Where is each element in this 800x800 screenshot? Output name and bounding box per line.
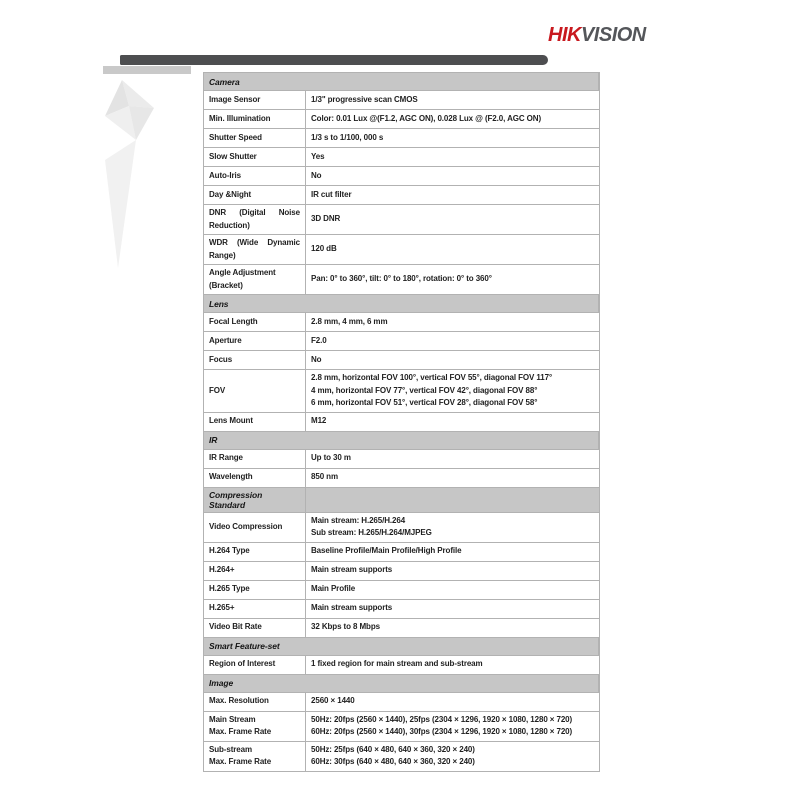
text-line: 32 Kbps to 8 Mbps (311, 622, 380, 632)
text-line: Sub-stream (209, 744, 253, 754)
spec-label (209, 695, 300, 708)
table-row (204, 265, 599, 295)
spec-label (209, 237, 300, 262)
spec-value (311, 273, 594, 286)
spec-value (311, 113, 594, 126)
spec-value (311, 415, 594, 428)
spec-label-cell (204, 712, 306, 741)
spec-value-cell (306, 742, 599, 771)
spec-label-cell (204, 110, 306, 128)
spec-value-cell (306, 450, 599, 468)
text-line: Main stream supports (311, 565, 393, 575)
header-rule-bar-sub (103, 66, 191, 74)
table-row (204, 562, 599, 581)
spec-label (209, 316, 300, 329)
text-line: 50Hz: 25fps (640 × 480, 640 × 360, 320 × 240) (311, 744, 475, 754)
spec-label-cell (204, 693, 306, 711)
spec-value (311, 151, 594, 164)
text-line: H.264+ (209, 565, 235, 575)
spec-value (311, 335, 594, 348)
section-header-cell (204, 488, 306, 512)
table-row (204, 235, 599, 265)
spec-label (209, 452, 300, 465)
text-line: Pan: 0° to 360°, tilt: 0° to 180°, rotation: 0° to 360° (311, 274, 492, 284)
table-row (204, 742, 599, 771)
spec-value-cell (306, 370, 599, 412)
table-row (204, 110, 599, 129)
text-line: 50Hz: 20fps (2560 × 1440), 25fps (2304 × 1296, 1920 × 1080, 1280 × 720) (311, 714, 573, 724)
text-line: FOV (209, 385, 226, 395)
text-line: No (311, 170, 322, 180)
table-row (204, 712, 599, 742)
text-line: Aperture (209, 335, 242, 345)
spec-value (311, 372, 594, 410)
spec-label (209, 267, 300, 292)
text-line: Up to 30 m (311, 453, 351, 463)
table-row (204, 450, 599, 469)
spec-label (209, 602, 300, 615)
section-title: IR (209, 435, 218, 445)
section-title: Lens (209, 298, 229, 309)
spec-label (209, 207, 300, 232)
spec-value (311, 658, 594, 671)
text-line: Baseline Profile/Main Profile/High Profile (311, 546, 462, 556)
text-line: 120 dB (311, 244, 337, 254)
text-line: 60Hz: 20fps (2560 × 1440), 30fps (2304 × 1296, 1920 × 1080, 1280 × 720) (311, 727, 573, 736)
section-header-cell (204, 295, 599, 312)
text-line: M12 (311, 416, 327, 426)
spec-value-cell (306, 265, 599, 294)
table-row (204, 91, 599, 110)
text-line: Main Profile (311, 584, 356, 594)
header-rule-bar (120, 55, 548, 65)
text-line: Max. Frame Rate (209, 757, 272, 766)
spec-value-cell (306, 91, 599, 109)
table-row (204, 205, 599, 235)
spec-label-cell (204, 186, 306, 204)
text-line: Shutter Speed (209, 132, 262, 142)
spec-value (311, 515, 594, 540)
spec-label-cell (204, 332, 306, 350)
text-line: Day &Night (209, 189, 252, 199)
spec-value (311, 564, 594, 577)
spec-value (311, 744, 594, 769)
text-line: Max. Resolution (209, 696, 269, 706)
section-title: Camera (209, 76, 240, 87)
spec-label-cell (204, 313, 306, 331)
text-line: Focus (209, 354, 233, 364)
spec-label-cell (204, 413, 306, 431)
spec-value-cell (306, 600, 599, 618)
spec-label (209, 545, 300, 558)
table-row (204, 186, 599, 205)
table-row (204, 167, 599, 186)
table-row (204, 543, 599, 562)
spec-value-cell (306, 332, 599, 350)
spec-value (311, 132, 594, 145)
section-title: Smart Feature-set (209, 641, 280, 651)
section-header-cell (204, 675, 599, 692)
section-header-empty-cell (306, 488, 599, 512)
text-line: Lens Mount (209, 416, 253, 426)
text-line: 3D DNR (311, 214, 341, 224)
text-line: H.265+ (209, 603, 235, 613)
spec-label (209, 471, 300, 484)
spec-value-cell (306, 235, 599, 264)
section-header-cell (204, 432, 599, 449)
table-row (204, 469, 599, 488)
spec-label (209, 521, 300, 534)
table-row (204, 332, 599, 351)
text-line: Slow Shutter (209, 151, 257, 161)
table-row (204, 619, 599, 638)
table-row (204, 581, 599, 600)
spec-label (209, 714, 300, 739)
text-line: 4 mm, horizontal FOV 77°, vertical FOV 42°, diagonal FOV 88° (311, 385, 538, 395)
spec-value (311, 243, 594, 256)
watermark-shape (96, 76, 168, 276)
spec-value (311, 452, 594, 465)
text-line: 1/3" progressive scan CMOS (311, 94, 418, 104)
spec-value-cell (306, 619, 599, 637)
spec-value (311, 714, 594, 739)
spec-label (209, 189, 300, 202)
spec-value-cell (306, 562, 599, 580)
spec-label-cell (204, 656, 306, 674)
section-header-row (204, 488, 599, 513)
table-row (204, 600, 599, 619)
spec-value-cell (306, 656, 599, 674)
text-line: Angle Adjustment (Bracket) (209, 268, 276, 290)
text-line: Main Stream (209, 714, 256, 724)
spec-value-cell (306, 110, 599, 128)
spec-label (209, 415, 300, 428)
text-line: DNR (Digital Noise Reduction) (209, 208, 300, 230)
spec-value-cell (306, 469, 599, 487)
spec-value-cell (306, 351, 599, 369)
table-row (204, 413, 599, 432)
spec-value (311, 695, 594, 708)
spec-label (209, 151, 300, 164)
spec-label-cell (204, 351, 306, 369)
section-header-row (204, 638, 599, 656)
text-line: Video Bit Rate (209, 622, 262, 632)
text-line: Focal Length (209, 316, 258, 326)
spec-value-cell (306, 413, 599, 431)
spec-value-cell (306, 205, 599, 234)
spec-value (311, 545, 594, 558)
logo-vision-text: VISION (580, 24, 646, 46)
spec-value (311, 213, 594, 226)
text-line: Max. Frame Rate (209, 727, 272, 736)
text-line: 1 fixed region for main stream and sub-stream (311, 659, 483, 669)
spec-label-cell (204, 513, 306, 542)
hikvision-logo (548, 24, 646, 47)
spec-label (209, 113, 300, 126)
spec-table (203, 72, 600, 772)
spec-label (209, 564, 300, 577)
text-line: WDR (Wide Dynamic Range) (209, 238, 300, 260)
text-line: IR cut filter (311, 189, 352, 199)
table-row (204, 513, 599, 543)
spec-value (311, 602, 594, 615)
spec-label (209, 132, 300, 145)
text-line: Wavelength (209, 472, 253, 482)
spec-label (209, 335, 300, 348)
spec-label-cell (204, 129, 306, 147)
text-line: No (311, 354, 322, 364)
table-row (204, 370, 599, 413)
logo-hik-text: HIK (548, 24, 581, 46)
text-line: Color: 0.01 Lux @(F1.2, AGC ON), 0.028 Lux @ (F2.0, AGC ON) (311, 113, 542, 123)
table-row (204, 313, 599, 332)
section-title: Compression Standard (209, 489, 263, 510)
table-row (204, 129, 599, 148)
spec-label-cell (204, 581, 306, 599)
spec-value (311, 94, 594, 107)
spec-label-cell (204, 450, 306, 468)
text-line: 60Hz: 30fps (640 × 480, 640 × 360, 320 × 240) (311, 757, 475, 766)
spec-label-cell (204, 205, 306, 234)
spec-label (209, 658, 300, 671)
spec-label-cell (204, 91, 306, 109)
spec-value-cell (306, 186, 599, 204)
spec-value-cell (306, 712, 599, 741)
spec-value-cell (306, 148, 599, 166)
text-line: Main stream supports (311, 603, 393, 613)
text-line: H.265 Type (209, 584, 250, 594)
section-title: Image (209, 678, 234, 688)
section-header-row (204, 73, 599, 91)
spec-value-cell (306, 581, 599, 599)
spec-label-cell (204, 543, 306, 561)
spec-value (311, 316, 594, 329)
spec-value-cell (306, 129, 599, 147)
text-line: 2.8 mm, horizontal FOV 100°, vertical FOV 55°, diagonal FOV 117° (311, 373, 553, 382)
section-header-cell (204, 73, 599, 90)
spec-label-cell (204, 600, 306, 618)
text-line: 2.8 mm, 4 mm, 6 mm (311, 316, 388, 326)
spec-label-cell (204, 265, 306, 294)
table-row (204, 693, 599, 712)
spec-value (311, 170, 594, 183)
spec-label (209, 621, 300, 634)
text-line: Sub stream: H.265/H.264/MJPEG (311, 528, 432, 537)
text-line: 2560 × 1440 (311, 696, 355, 706)
spec-value (311, 471, 594, 484)
text-line: Auto-Iris (209, 170, 241, 180)
text-line: Yes (311, 151, 325, 161)
text-line: Main stream: H.265/H.264 (311, 515, 406, 525)
text-line: 850 nm (311, 472, 338, 482)
text-line: 6 mm, horizontal FOV 51°, vertical FOV 28°, diagonal FOV 58° (311, 398, 538, 407)
text-line: Min. Illumination (209, 113, 271, 123)
spec-label (209, 744, 300, 769)
text-line: Region of Interest (209, 659, 276, 669)
text-line: Video Compression (209, 521, 283, 531)
spec-value-cell (306, 693, 599, 711)
text-line: IR Range (209, 453, 243, 463)
section-header-row (204, 432, 599, 450)
text-line: 1/3 s to 1/100, 000 s (311, 132, 384, 142)
spec-label-cell (204, 619, 306, 637)
spec-value-cell (306, 513, 599, 542)
table-row (204, 656, 599, 675)
spec-value (311, 189, 594, 202)
spec-label (209, 170, 300, 183)
spec-value-cell (306, 543, 599, 561)
spec-value (311, 621, 594, 634)
spec-label-cell (204, 167, 306, 185)
spec-value-cell (306, 167, 599, 185)
section-header-row (204, 295, 599, 313)
spec-label (209, 385, 300, 398)
spec-label-cell (204, 469, 306, 487)
spec-label (209, 354, 300, 367)
table-row (204, 351, 599, 370)
spec-label-cell (204, 235, 306, 264)
spec-label (209, 94, 300, 107)
spec-label-cell (204, 742, 306, 771)
spec-label-cell (204, 148, 306, 166)
spec-label-cell (204, 562, 306, 580)
text-line: H.264 Type (209, 546, 250, 556)
spec-label-cell (204, 370, 306, 412)
section-header-cell (204, 638, 599, 655)
section-header-row (204, 675, 599, 693)
table-row (204, 148, 599, 167)
text-line: Image Sensor (209, 94, 261, 104)
spec-value (311, 354, 594, 367)
text-line: F2.0 (311, 335, 327, 345)
spec-value (311, 583, 594, 596)
spec-label (209, 583, 300, 596)
spec-value-cell (306, 313, 599, 331)
